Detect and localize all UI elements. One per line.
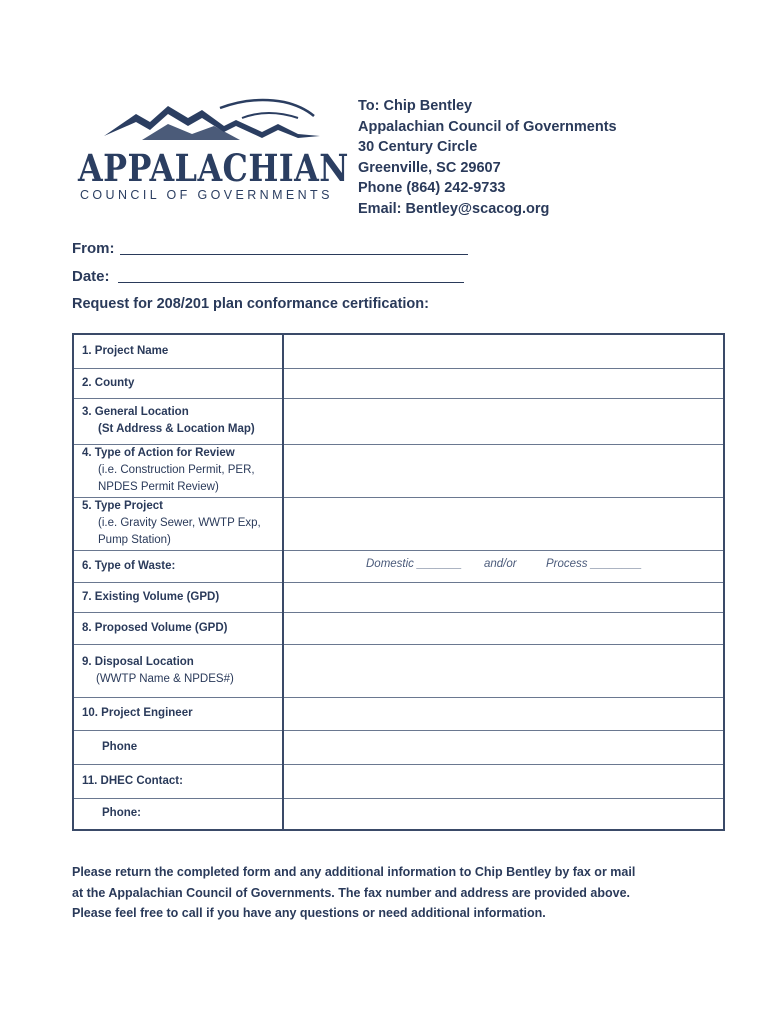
type-project-value[interactable] — [283, 497, 724, 550]
date-label: Date — [72, 268, 105, 285]
table-row — [73, 550, 724, 582]
address-phone: Phone (864) 242-9733 — [358, 180, 506, 197]
general-location-title: 3. General Location — [82, 406, 189, 418]
proposed-volume-label: 8. Proposed Volume (GPD) — [73, 612, 283, 644]
mountain-logo-icon — [102, 96, 322, 148]
type-project-sub1: (i.e. Gravity Sewer, WWTP Exp, — [98, 517, 261, 529]
table-row — [73, 697, 724, 730]
disposal-location-value[interactable] — [283, 644, 724, 697]
existing-volume-label: 7. Existing Volume (GPD) — [73, 582, 283, 612]
footer-line-3: Please feel free to call if you have any questions or need additional information. — [72, 906, 546, 920]
address-street: 30 Century Circle — [358, 139, 478, 156]
action-type-value[interactable] — [283, 444, 724, 497]
project-name-label: 1. Project Name — [73, 334, 283, 368]
footer-line-1: Please return the completed form and any additional information to Chip Bentley by fax or mail — [72, 865, 636, 879]
disposal-location-label — [73, 644, 283, 697]
dhec-phone-text: Phone: — [102, 807, 141, 820]
proposed-volume-value[interactable] — [283, 612, 724, 644]
action-type-sub2: NPDES Permit Review) — [98, 481, 219, 493]
table-row — [73, 497, 724, 550]
from-label: From — [72, 240, 110, 257]
table-row — [73, 398, 724, 444]
engineer-phone-value[interactable] — [283, 730, 724, 764]
dhec-contact-value[interactable] — [283, 764, 724, 798]
action-type-label — [73, 444, 283, 497]
from-field: From: — [72, 240, 115, 257]
address-org: Appalachian Council of Governments — [358, 118, 617, 135]
address-to: To: Chip Bentley — [358, 98, 473, 114]
date-input-line[interactable] — [118, 282, 464, 283]
table-row — [73, 612, 724, 644]
project-name-value[interactable] — [283, 334, 724, 368]
engineer-phone-label — [73, 730, 283, 764]
table-row — [73, 444, 724, 497]
from-input-line[interactable] — [120, 254, 468, 255]
waste-domestic-option[interactable]: Domestic _______ — [366, 558, 462, 570]
action-type-sub1: (i.e. Construction Permit, PER, — [98, 464, 255, 476]
date-field: Date: — [72, 268, 110, 285]
logo-subtitle: COUNCIL OF GOVERNMENTS — [80, 188, 333, 202]
footer-instructions — [72, 862, 732, 924]
type-project-label — [73, 497, 283, 550]
county-value[interactable] — [283, 368, 724, 398]
general-location-value[interactable] — [283, 398, 724, 444]
engineer-phone-text: Phone — [102, 740, 138, 753]
request-form-table — [72, 333, 725, 831]
acog-logo — [78, 96, 349, 208]
type-project-title: 5. Type Project — [82, 500, 163, 512]
dhec-contact-label: 11. DHEC Contact: — [73, 764, 283, 798]
waste-process-option[interactable]: Process ________ — [546, 558, 642, 570]
table-row — [73, 730, 724, 764]
disposal-location-sub: (WWTP Name & NPDES#) — [96, 672, 234, 685]
waste-type-label: 6. Type of Waste: — [73, 550, 283, 582]
general-location-sub: (St Address & Location Map) — [98, 423, 255, 435]
dhec-phone-label — [73, 798, 283, 830]
general-location-label — [73, 398, 283, 444]
address-city: Greenville, SC 29607 — [358, 159, 501, 176]
waste-andor-text: and/or — [484, 558, 517, 570]
project-engineer-label: 10. Project Engineer — [73, 697, 283, 730]
disposal-location-title: 9. Disposal Location — [82, 655, 194, 668]
dhec-phone-value[interactable] — [283, 798, 724, 830]
table-row — [73, 764, 724, 798]
existing-volume-value[interactable] — [283, 582, 724, 612]
action-type-title: 4. Type of Action for Review — [82, 447, 235, 459]
footer-line-2: at the Appalachian Council of Governments. The fax number and address are provided above. — [72, 885, 630, 900]
logo-wordmark: APPALACHIAN — [78, 146, 349, 190]
table-row — [73, 644, 724, 697]
county-label: 2. County — [73, 368, 283, 398]
request-title: Request for 208/201 plan conformance certification: — [72, 296, 429, 312]
address-email: Email: Bentley@scacog.org — [358, 200, 550, 217]
type-project-sub2: Pump Station) — [98, 534, 171, 546]
project-engineer-value[interactable] — [283, 697, 724, 730]
table-row — [73, 368, 724, 398]
table-row — [73, 582, 724, 612]
table-row — [73, 798, 724, 830]
waste-type-value — [283, 550, 724, 582]
recipient-address — [358, 96, 617, 220]
table-row — [73, 334, 724, 368]
